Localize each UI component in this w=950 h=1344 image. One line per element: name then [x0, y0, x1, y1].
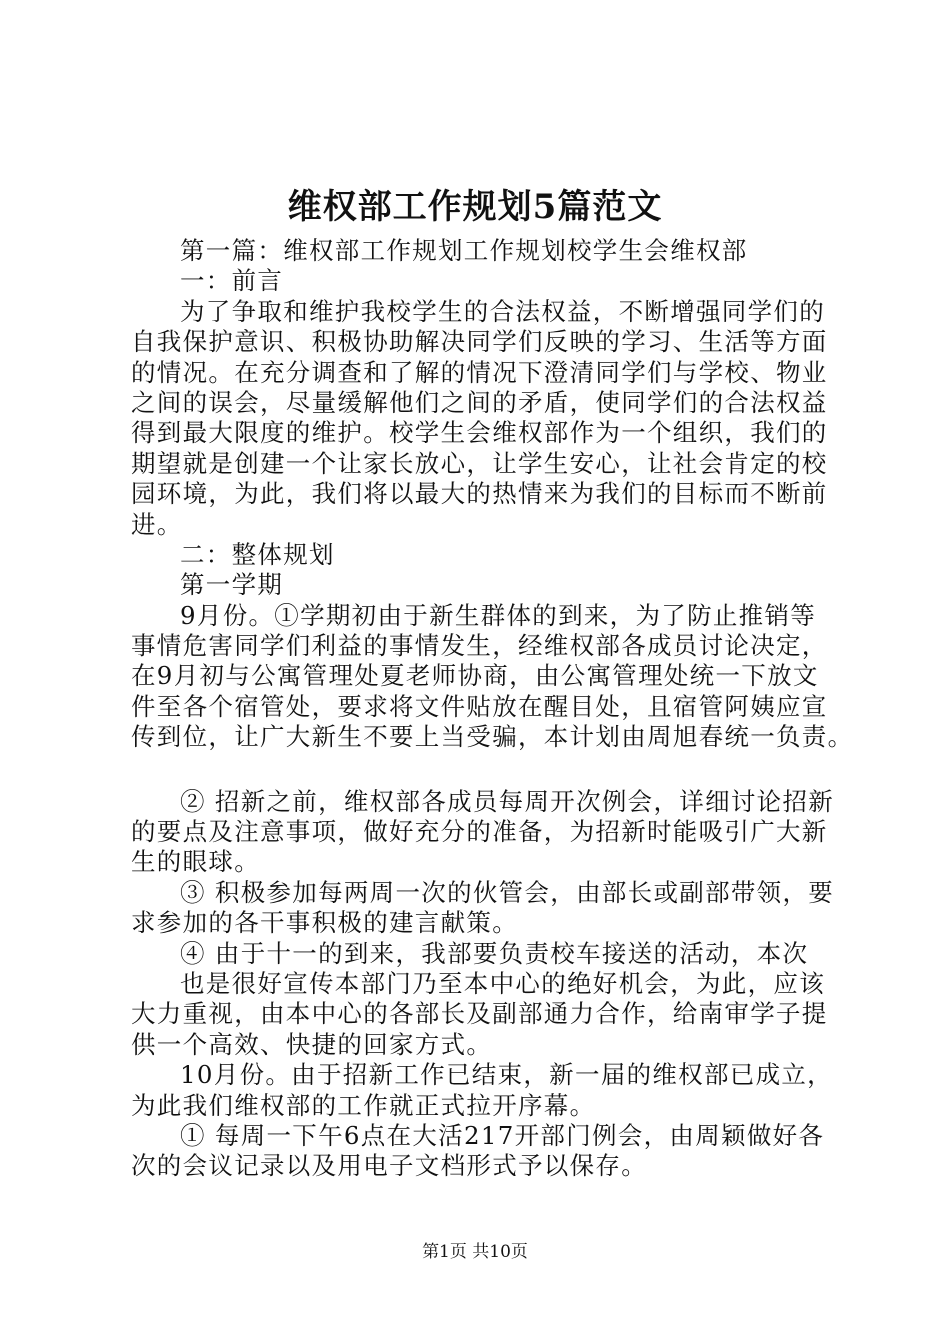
text-line: 期望就是创建一个让家长放心，让学生安心，让社会肯定的校 — [131, 448, 828, 478]
text-line: 得到最大限度的维护。校学生会维权部作为一个组织，我们的 — [131, 418, 828, 448]
text-line: ④ 由于十一的到来，我部要负责校车接送的活动，本次 — [180, 938, 809, 968]
document-title: 维权部工作规划5篇范文 — [287, 187, 663, 227]
text-line: ① 每周一下午6点在大活217开部门例会，由周颖做好各 — [180, 1120, 825, 1150]
text-line: 进。 — [131, 509, 183, 539]
text-line: 件至各个宿管处，要求将文件贴放在醒目处，且宿管阿姨应宣 — [131, 691, 828, 721]
text-line: 的情况。在充分调查和了解的情况下澄清同学们与学校、物业 — [131, 357, 828, 387]
blank-line — [131, 753, 831, 787]
text-line: ③ 积极参加每两周一次的伙管会，由部长或副部带领，要 — [180, 877, 835, 907]
text-line: 一：前言 — [180, 266, 284, 296]
page-footer: 第1页 共10页 — [422, 1242, 528, 1262]
text-line: 也是很好宣传本部门乃至本中心的绝好机会，为此，应该 — [180, 968, 825, 998]
text-line: 之间的误会，尽量缓解他们之间的矛盾，使同学们的合法权益 — [131, 387, 828, 417]
text-line: 事情危害同学们利益的事情发生，经维权部各成员讨论决定， — [131, 631, 828, 661]
text-line: 二：整体规划 — [180, 539, 335, 569]
text-line: 第一篇：维权部工作规划工作规划校学生会维权部 — [180, 236, 748, 265]
text-line: ② 招新之前，维权部各成员每周开次例会，详细讨论招新 — [180, 786, 835, 816]
text-line: 在9月初与公寓管理处夏老师协商，由公寓管理处统一下放文 — [131, 661, 819, 691]
text-line: 传到位，让广大新生不要上当受骗，本计划由周旭春统一负责。 — [131, 722, 854, 752]
document-body — [131, 236, 854, 1182]
text-line: 供一个高效、快捷的回家方式。 — [131, 1029, 493, 1059]
text-line: 自我保护意识、积极协助解决同学们反映的学习、生活等方面 — [131, 327, 828, 357]
text-line: 第一学期 — [180, 570, 284, 600]
text-line: 为此我们维权部的工作就正式拉开序幕。 — [131, 1090, 596, 1120]
text-line: 求参加的各干事积极的建言献策。 — [131, 908, 518, 938]
text-line: 的要点及注意事项，做好充分的准备，为招新时能吸引广大新 — [131, 817, 828, 847]
text-line: 园环境，为此，我们将以最大的热情来为我们的目标而不断前 — [131, 479, 828, 509]
text-line: 生的眼球。 — [131, 847, 260, 877]
text-line: 10月份。由于招新工作已结束，新一届的维权部已成立， — [180, 1060, 833, 1090]
text-line: 为了争取和维护我校学生的合法权益，不断增强同学们的 — [180, 296, 825, 326]
text-line: 次的会议记录以及用电子文档形式予以保存。 — [131, 1151, 647, 1181]
text-line: 9月份。①学期初由于新生群体的到来，为了防止推销等 — [180, 600, 817, 630]
text-line: 大力重视，由本中心的各部长及副部通力合作，给南审学子提 — [131, 999, 828, 1029]
